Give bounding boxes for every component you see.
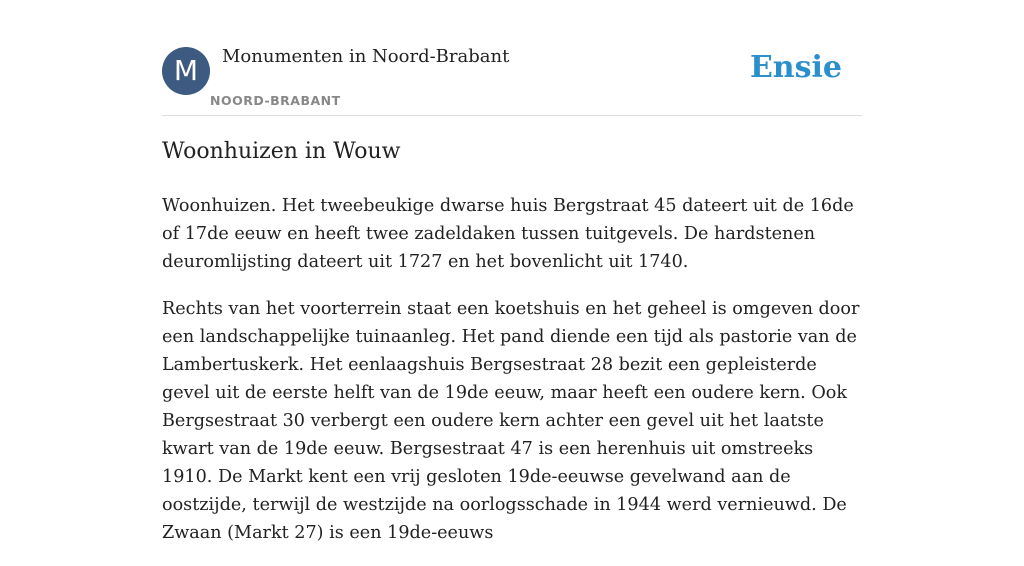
category-label[interactable]: NOORD-BRABANT (210, 93, 341, 108)
brand-logo[interactable]: Ensie (749, 50, 842, 85)
article-title: Woonhuizen in Wouw (162, 139, 401, 164)
paragraph: Rechts van het voorterrein staat een koetshuis en het geheel is omgeven door een landschappelijke tuinaanleg. Het pand diende een tijd als pastorie van de Lambertuskerk. Het eenlaagshuis Bergsestraat 28 bezit een gepleisterde gevel uit de eerste helft van de 19de eeuw, maar heeft een oudere kern. Ook Bergsestraat 30 verbergt een oudere kern achter een gevel uit het laatste kwart van de 19de eeuw. Bergsestraat 47 is een herenhuis uit omstreeks 1910. De Markt kent een vrij gesloten 19de-eeuwse gevelwand aan de oostzijde, terwijl de westzijde na oorlogsschade in 1944 werd vernieuwd. De Zwaan (Markt 27) is een 19de-eeuws (162, 299, 860, 543)
page (162, 0, 862, 543)
header (162, 0, 862, 116)
article-body (162, 192, 862, 566)
site-title[interactable]: Monumenten in Noord-Brabant (222, 46, 510, 67)
avatar[interactable]: M (162, 47, 210, 95)
paragraph: Woonhuizen. Het tweebeukige dwarse huis Bergstraat 45 dateert uit de 16de of 17de eeuw en heeft twee zadeldaken tussen tuitgevels. De hardstenen deuromlijsting dateert uit 1727 en het bovenlicht uit 1740. (162, 196, 854, 272)
